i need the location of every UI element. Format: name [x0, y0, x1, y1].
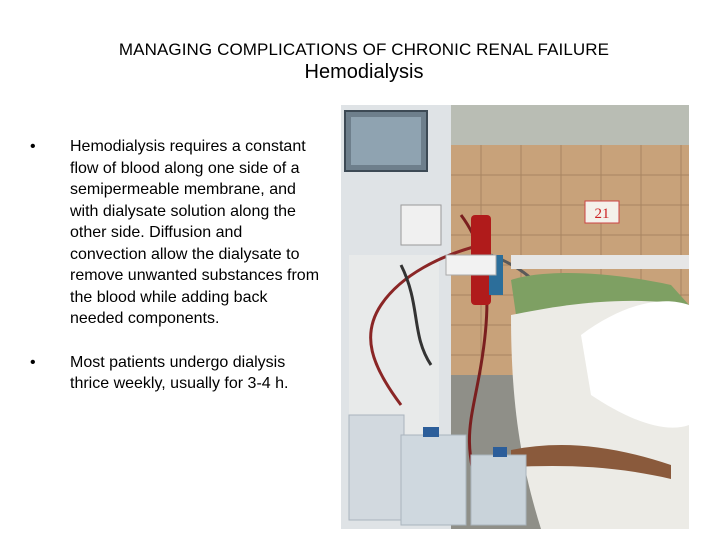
bullet-item [22, 352, 322, 395]
slide-subtitle: Hemodialysis [304, 61, 424, 83]
room-number-text: 21 [594, 206, 610, 222]
bullet-dot: • [30, 138, 36, 155]
dialyzer-holder [446, 255, 496, 275]
canister-right [471, 455, 526, 525]
slide-title-block [0, 40, 728, 84]
machine-panel [401, 205, 441, 245]
canister-cap [423, 427, 439, 437]
canister-left [349, 415, 404, 520]
slide-title: MANAGING COMPLICATIONS OF CHRONIC RENAL FAILURE [118, 40, 610, 59]
photo-upper-wall [441, 105, 689, 150]
bed-headboard-rail [511, 255, 689, 269]
bullet-text: Hemodialysis requires a constant flow of blood along one side of a semipermeable membrane, and with dialysate solution along the other side. Diffusion and convection allow the dialysate to remove unwanted substances from the blood while adding back needed components. [70, 138, 320, 327]
canister-middle [401, 435, 466, 525]
bullet-dot: • [30, 353, 36, 371]
bullet-text: Most patients undergo dialysis thrice weekly, usually for 3-4 h. [70, 353, 289, 392]
machine-screen-glass [351, 117, 421, 165]
canister-cap [493, 447, 507, 457]
hemodialysis-photo [341, 105, 689, 529]
bullet-list [22, 136, 322, 417]
bullet-item [22, 136, 322, 330]
